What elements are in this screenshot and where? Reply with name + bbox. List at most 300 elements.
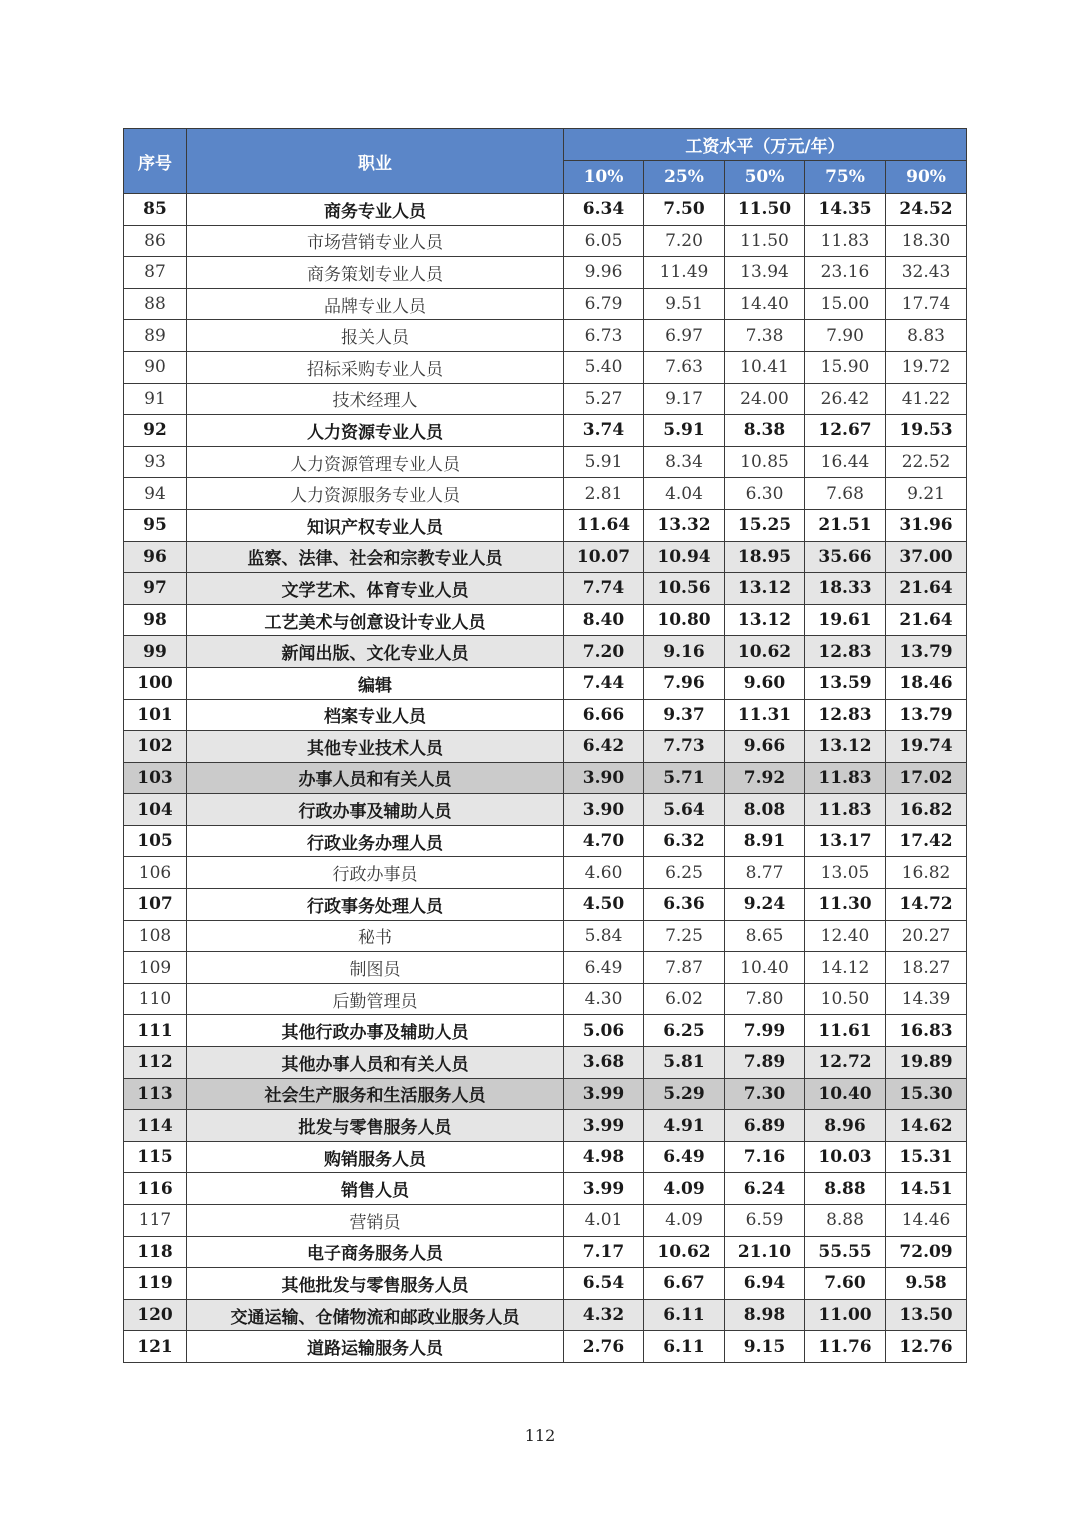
p90-cell: 14.72 xyxy=(886,889,967,921)
p90-cell: 18.27 xyxy=(886,952,967,984)
p10-cell: 8.40 xyxy=(564,604,644,636)
p10-cell: 3.68 xyxy=(564,1047,644,1079)
table-row xyxy=(124,1173,967,1205)
p90-cell: 19.89 xyxy=(886,1047,967,1079)
table-row xyxy=(124,1268,967,1300)
p50-cell: 8.98 xyxy=(725,1299,805,1331)
p25-cell: 10.62 xyxy=(644,1236,725,1268)
seq-cell: 97 xyxy=(124,573,187,605)
table-row xyxy=(124,225,967,257)
p50-cell: 6.94 xyxy=(725,1268,805,1300)
p90-cell: 21.64 xyxy=(886,604,967,636)
p10-cell: 7.44 xyxy=(564,667,644,699)
p10-cell: 6.73 xyxy=(564,320,644,352)
p50-cell: 15.25 xyxy=(725,509,805,541)
seq-cell: 101 xyxy=(124,699,187,731)
occupation-cell: 技术经理人 xyxy=(187,383,564,415)
table-row xyxy=(124,194,967,226)
p75-cell: 11.30 xyxy=(805,889,886,921)
table-row xyxy=(124,857,967,889)
p75-cell: 18.33 xyxy=(805,573,886,605)
table-row xyxy=(124,604,967,636)
p50-cell: 9.15 xyxy=(725,1331,805,1363)
p10-cell: 3.90 xyxy=(564,762,644,794)
p25-cell: 5.71 xyxy=(644,762,725,794)
p25-cell: 6.02 xyxy=(644,983,725,1015)
p10-cell: 2.81 xyxy=(564,478,644,510)
p25-cell: 6.11 xyxy=(644,1299,725,1331)
seq-cell: 119 xyxy=(124,1268,187,1300)
p10-cell: 6.49 xyxy=(564,952,644,984)
seq-cell: 117 xyxy=(124,1205,187,1237)
table-row xyxy=(124,509,967,541)
p90-cell: 19.74 xyxy=(886,731,967,763)
p50-cell: 8.38 xyxy=(725,415,805,447)
p10-cell: 4.60 xyxy=(564,857,644,889)
p50-cell: 10.41 xyxy=(725,351,805,383)
table-row xyxy=(124,320,967,352)
p75-cell: 8.96 xyxy=(805,1110,886,1142)
p25-cell: 9.17 xyxy=(644,383,725,415)
p75-cell: 13.12 xyxy=(805,731,886,763)
header-p50: 50% xyxy=(725,161,805,194)
seq-cell: 105 xyxy=(124,825,187,857)
table-row xyxy=(124,1205,967,1237)
header-p10: 10% xyxy=(564,161,644,194)
table-row xyxy=(124,920,967,952)
occupation-cell: 品牌专业人员 xyxy=(187,288,564,320)
table-row xyxy=(124,351,967,383)
p50-cell: 18.95 xyxy=(725,541,805,573)
table-row xyxy=(124,257,967,289)
p25-cell: 9.16 xyxy=(644,636,725,668)
p50-cell: 8.77 xyxy=(725,857,805,889)
p25-cell: 6.67 xyxy=(644,1268,725,1300)
p10-cell: 5.06 xyxy=(564,1015,644,1047)
table-row xyxy=(124,288,967,320)
occupation-cell: 编辑 xyxy=(187,667,564,699)
table-row xyxy=(124,667,967,699)
table-row xyxy=(124,983,967,1015)
p90-cell: 17.02 xyxy=(886,762,967,794)
seq-cell: 99 xyxy=(124,636,187,668)
p75-cell: 7.90 xyxy=(805,320,886,352)
p10-cell: 7.74 xyxy=(564,573,644,605)
p25-cell: 10.94 xyxy=(644,541,725,573)
p90-cell: 16.82 xyxy=(886,794,967,826)
table-row xyxy=(124,1141,967,1173)
occupation-cell: 商务策划专业人员 xyxy=(187,257,564,289)
occupation-cell: 其他办事人员和有关人员 xyxy=(187,1047,564,1079)
p50-cell: 6.59 xyxy=(725,1205,805,1237)
p90-cell: 12.76 xyxy=(886,1331,967,1363)
p10-cell: 4.50 xyxy=(564,889,644,921)
seq-cell: 87 xyxy=(124,257,187,289)
seq-cell: 109 xyxy=(124,952,187,984)
table-row xyxy=(124,794,967,826)
p50-cell: 8.91 xyxy=(725,825,805,857)
p50-cell: 10.40 xyxy=(725,952,805,984)
header-p90: 90% xyxy=(886,161,967,194)
p25-cell: 4.04 xyxy=(644,478,725,510)
table-row xyxy=(124,1331,967,1363)
occupation-cell: 行政事务处理人员 xyxy=(187,889,564,921)
p90-cell: 15.30 xyxy=(886,1078,967,1110)
p75-cell: 7.60 xyxy=(805,1268,886,1300)
p50-cell: 13.94 xyxy=(725,257,805,289)
occupation-cell: 秘书 xyxy=(187,920,564,952)
seq-cell: 104 xyxy=(124,794,187,826)
p25-cell: 13.32 xyxy=(644,509,725,541)
occupation-cell: 其他批发与零售服务人员 xyxy=(187,1268,564,1300)
p25-cell: 6.49 xyxy=(644,1141,725,1173)
occupation-cell: 交通运输、仓储物流和邮政业服务人员 xyxy=(187,1299,564,1331)
p75-cell: 11.76 xyxy=(805,1331,886,1363)
seq-cell: 95 xyxy=(124,509,187,541)
header-p75: 75% xyxy=(805,161,886,194)
p25-cell: 6.11 xyxy=(644,1331,725,1363)
p90-cell: 16.83 xyxy=(886,1015,967,1047)
p10-cell: 4.98 xyxy=(564,1141,644,1173)
p50-cell: 7.80 xyxy=(725,983,805,1015)
p90-cell: 16.82 xyxy=(886,857,967,889)
p75-cell: 13.59 xyxy=(805,667,886,699)
occupation-cell: 人力资源专业人员 xyxy=(187,415,564,447)
p50-cell: 9.66 xyxy=(725,731,805,763)
table-row xyxy=(124,762,967,794)
p75-cell: 8.88 xyxy=(805,1173,886,1205)
p90-cell: 15.31 xyxy=(886,1141,967,1173)
occupation-cell: 其他专业技术人员 xyxy=(187,731,564,763)
p75-cell: 12.83 xyxy=(805,699,886,731)
p50-cell: 7.38 xyxy=(725,320,805,352)
seq-cell: 112 xyxy=(124,1047,187,1079)
table-row xyxy=(124,636,967,668)
wage-table xyxy=(123,128,967,1363)
seq-cell: 86 xyxy=(124,225,187,257)
p10-cell: 7.17 xyxy=(564,1236,644,1268)
p90-cell: 8.83 xyxy=(886,320,967,352)
p90-cell: 21.64 xyxy=(886,573,967,605)
p25-cell: 8.34 xyxy=(644,446,725,478)
p10-cell: 4.01 xyxy=(564,1205,644,1237)
table-row xyxy=(124,446,967,478)
table-header xyxy=(124,129,967,194)
p75-cell: 12.83 xyxy=(805,636,886,668)
p75-cell: 14.35 xyxy=(805,194,886,226)
p25-cell: 4.09 xyxy=(644,1205,725,1237)
table-row xyxy=(124,383,967,415)
seq-cell: 116 xyxy=(124,1173,187,1205)
p90-cell: 72.09 xyxy=(886,1236,967,1268)
occupation-cell: 招标采购专业人员 xyxy=(187,351,564,383)
seq-cell: 120 xyxy=(124,1299,187,1331)
seq-cell: 103 xyxy=(124,762,187,794)
page-number: 112 xyxy=(524,1426,556,1445)
p75-cell: 11.83 xyxy=(805,794,886,826)
p50-cell: 6.30 xyxy=(725,478,805,510)
p25-cell: 4.09 xyxy=(644,1173,725,1205)
occupation-cell: 后勤管理员 xyxy=(187,983,564,1015)
p90-cell: 17.74 xyxy=(886,288,967,320)
occupation-cell: 批发与零售服务人员 xyxy=(187,1110,564,1142)
p25-cell: 5.64 xyxy=(644,794,725,826)
p90-cell: 37.00 xyxy=(886,541,967,573)
seq-cell: 98 xyxy=(124,604,187,636)
seq-cell: 110 xyxy=(124,983,187,1015)
p10-cell: 3.99 xyxy=(564,1110,644,1142)
occupation-cell: 行政办事及辅助人员 xyxy=(187,794,564,826)
seq-cell: 114 xyxy=(124,1110,187,1142)
seq-cell: 89 xyxy=(124,320,187,352)
p50-cell: 13.12 xyxy=(725,604,805,636)
p25-cell: 7.20 xyxy=(644,225,725,257)
p75-cell: 12.72 xyxy=(805,1047,886,1079)
p25-cell: 5.91 xyxy=(644,415,725,447)
p10-cell: 5.27 xyxy=(564,383,644,415)
p75-cell: 11.00 xyxy=(805,1299,886,1331)
occupation-cell: 购销服务人员 xyxy=(187,1141,564,1173)
seq-cell: 88 xyxy=(124,288,187,320)
p75-cell: 15.90 xyxy=(805,351,886,383)
p25-cell: 6.32 xyxy=(644,825,725,857)
occupation-cell: 社会生产服务和生活服务人员 xyxy=(187,1078,564,1110)
p10-cell: 11.64 xyxy=(564,509,644,541)
p25-cell: 6.97 xyxy=(644,320,725,352)
p90-cell: 14.46 xyxy=(886,1205,967,1237)
p50-cell: 10.62 xyxy=(725,636,805,668)
p75-cell: 15.00 xyxy=(805,288,886,320)
p75-cell: 19.61 xyxy=(805,604,886,636)
seq-cell: 113 xyxy=(124,1078,187,1110)
p10-cell: 4.70 xyxy=(564,825,644,857)
header-seq: 序号 xyxy=(124,129,187,194)
seq-cell: 108 xyxy=(124,920,187,952)
p90-cell: 17.42 xyxy=(886,825,967,857)
p75-cell: 13.17 xyxy=(805,825,886,857)
p10-cell: 6.42 xyxy=(564,731,644,763)
p10-cell: 3.90 xyxy=(564,794,644,826)
occupation-cell: 制图员 xyxy=(187,952,564,984)
table-row xyxy=(124,889,967,921)
p50-cell: 9.24 xyxy=(725,889,805,921)
p10-cell: 3.99 xyxy=(564,1078,644,1110)
occupation-cell: 新闻出版、文化专业人员 xyxy=(187,636,564,668)
p75-cell: 12.67 xyxy=(805,415,886,447)
p50-cell: 7.92 xyxy=(725,762,805,794)
seq-cell: 106 xyxy=(124,857,187,889)
table-row xyxy=(124,573,967,605)
header-wage-title: 工资水平（万元/年） xyxy=(564,129,967,161)
p90-cell: 13.79 xyxy=(886,636,967,668)
seq-cell: 93 xyxy=(124,446,187,478)
p90-cell: 18.30 xyxy=(886,225,967,257)
p25-cell: 7.87 xyxy=(644,952,725,984)
p10-cell: 6.54 xyxy=(564,1268,644,1300)
p75-cell: 35.66 xyxy=(805,541,886,573)
p10-cell: 4.32 xyxy=(564,1299,644,1331)
table-row xyxy=(124,1078,967,1110)
p90-cell: 19.72 xyxy=(886,351,967,383)
p50-cell: 11.50 xyxy=(725,225,805,257)
p90-cell: 32.43 xyxy=(886,257,967,289)
seq-cell: 118 xyxy=(124,1236,187,1268)
p25-cell: 9.37 xyxy=(644,699,725,731)
table-row xyxy=(124,1299,967,1331)
p90-cell: 18.46 xyxy=(886,667,967,699)
p25-cell: 6.25 xyxy=(644,1015,725,1047)
seq-cell: 92 xyxy=(124,415,187,447)
table-row xyxy=(124,1236,967,1268)
p25-cell: 7.25 xyxy=(644,920,725,952)
p10-cell: 6.79 xyxy=(564,288,644,320)
p90-cell: 20.27 xyxy=(886,920,967,952)
p50-cell: 7.30 xyxy=(725,1078,805,1110)
seq-cell: 111 xyxy=(124,1015,187,1047)
p25-cell: 7.50 xyxy=(644,194,725,226)
p50-cell: 8.08 xyxy=(725,794,805,826)
seq-cell: 107 xyxy=(124,889,187,921)
table-row xyxy=(124,415,967,447)
p90-cell: 19.53 xyxy=(886,415,967,447)
occupation-cell: 档案专业人员 xyxy=(187,699,564,731)
p75-cell: 7.68 xyxy=(805,478,886,510)
occupation-cell: 商务专业人员 xyxy=(187,194,564,226)
p50-cell: 7.89 xyxy=(725,1047,805,1079)
p90-cell: 14.62 xyxy=(886,1110,967,1142)
occupation-cell: 文学艺术、体育专业人员 xyxy=(187,573,564,605)
p50-cell: 6.24 xyxy=(725,1173,805,1205)
occupation-cell: 道路运输服务人员 xyxy=(187,1331,564,1363)
p25-cell: 7.73 xyxy=(644,731,725,763)
p75-cell: 8.88 xyxy=(805,1205,886,1237)
table-row xyxy=(124,1047,967,1079)
occupation-cell: 报关人员 xyxy=(187,320,564,352)
p50-cell: 9.60 xyxy=(725,667,805,699)
table-body xyxy=(124,194,967,1363)
p90-cell: 14.39 xyxy=(886,983,967,1015)
p75-cell: 10.03 xyxy=(805,1141,886,1173)
p90-cell: 9.58 xyxy=(886,1268,967,1300)
p50-cell: 7.99 xyxy=(725,1015,805,1047)
seq-cell: 96 xyxy=(124,541,187,573)
occupation-cell: 工艺美术与创意设计专业人员 xyxy=(187,604,564,636)
seq-cell: 100 xyxy=(124,667,187,699)
p75-cell: 11.83 xyxy=(805,762,886,794)
table-row xyxy=(124,699,967,731)
p50-cell: 7.16 xyxy=(725,1141,805,1173)
seq-cell: 115 xyxy=(124,1141,187,1173)
p10-cell: 7.20 xyxy=(564,636,644,668)
p10-cell: 6.34 xyxy=(564,194,644,226)
p75-cell: 10.40 xyxy=(805,1078,886,1110)
p10-cell: 4.30 xyxy=(564,983,644,1015)
p50-cell: 24.00 xyxy=(725,383,805,415)
header-p25: 25% xyxy=(644,161,725,194)
table-row xyxy=(124,952,967,984)
header-occupation: 职业 xyxy=(187,129,564,194)
p25-cell: 5.81 xyxy=(644,1047,725,1079)
p75-cell: 21.51 xyxy=(805,509,886,541)
p90-cell: 13.50 xyxy=(886,1299,967,1331)
p25-cell: 4.91 xyxy=(644,1110,725,1142)
p75-cell: 55.55 xyxy=(805,1236,886,1268)
p90-cell: 9.21 xyxy=(886,478,967,510)
p50-cell: 13.12 xyxy=(725,573,805,605)
p10-cell: 6.66 xyxy=(564,699,644,731)
seq-cell: 90 xyxy=(124,351,187,383)
table-row xyxy=(124,478,967,510)
p90-cell: 41.22 xyxy=(886,383,967,415)
table-row xyxy=(124,541,967,573)
occupation-cell: 人力资源服务专业人员 xyxy=(187,478,564,510)
p75-cell: 12.40 xyxy=(805,920,886,952)
occupation-cell: 行政办事员 xyxy=(187,857,564,889)
p75-cell: 23.16 xyxy=(805,257,886,289)
p50-cell: 21.10 xyxy=(725,1236,805,1268)
p10-cell: 3.74 xyxy=(564,415,644,447)
occupation-cell: 营销员 xyxy=(187,1205,564,1237)
table-row xyxy=(124,1110,967,1142)
seq-cell: 91 xyxy=(124,383,187,415)
p10-cell: 9.96 xyxy=(564,257,644,289)
table-row xyxy=(124,1015,967,1047)
seq-cell: 121 xyxy=(124,1331,187,1363)
p90-cell: 13.79 xyxy=(886,699,967,731)
p50-cell: 11.31 xyxy=(725,699,805,731)
p25-cell: 11.49 xyxy=(644,257,725,289)
p10-cell: 5.91 xyxy=(564,446,644,478)
seq-cell: 85 xyxy=(124,194,187,226)
occupation-cell: 电子商务服务人员 xyxy=(187,1236,564,1268)
p90-cell: 14.51 xyxy=(886,1173,967,1205)
p90-cell: 31.96 xyxy=(886,509,967,541)
p50-cell: 10.85 xyxy=(725,446,805,478)
occupation-cell: 办事人员和有关人员 xyxy=(187,762,564,794)
p50-cell: 11.50 xyxy=(725,194,805,226)
table-row xyxy=(124,731,967,763)
occupation-cell: 人力资源管理专业人员 xyxy=(187,446,564,478)
p75-cell: 10.50 xyxy=(805,983,886,1015)
seq-cell: 94 xyxy=(124,478,187,510)
p50-cell: 14.40 xyxy=(725,288,805,320)
p10-cell: 5.40 xyxy=(564,351,644,383)
occupation-cell: 监察、法律、社会和宗教专业人员 xyxy=(187,541,564,573)
p10-cell: 3.99 xyxy=(564,1173,644,1205)
p25-cell: 7.63 xyxy=(644,351,725,383)
p75-cell: 16.44 xyxy=(805,446,886,478)
p50-cell: 6.89 xyxy=(725,1110,805,1142)
p25-cell: 7.96 xyxy=(644,667,725,699)
p75-cell: 26.42 xyxy=(805,383,886,415)
p25-cell: 10.80 xyxy=(644,604,725,636)
p90-cell: 24.52 xyxy=(886,194,967,226)
occupation-cell: 知识产权专业人员 xyxy=(187,509,564,541)
p90-cell: 22.52 xyxy=(886,446,967,478)
p25-cell: 9.51 xyxy=(644,288,725,320)
p25-cell: 5.29 xyxy=(644,1078,725,1110)
occupation-cell: 销售人员 xyxy=(187,1173,564,1205)
occupation-cell: 行政业务办理人员 xyxy=(187,825,564,857)
p75-cell: 14.12 xyxy=(805,952,886,984)
seq-cell: 102 xyxy=(124,731,187,763)
p25-cell: 6.25 xyxy=(644,857,725,889)
p75-cell: 11.61 xyxy=(805,1015,886,1047)
p10-cell: 5.84 xyxy=(564,920,644,952)
p25-cell: 10.56 xyxy=(644,573,725,605)
p10-cell: 2.76 xyxy=(564,1331,644,1363)
p75-cell: 13.05 xyxy=(805,857,886,889)
